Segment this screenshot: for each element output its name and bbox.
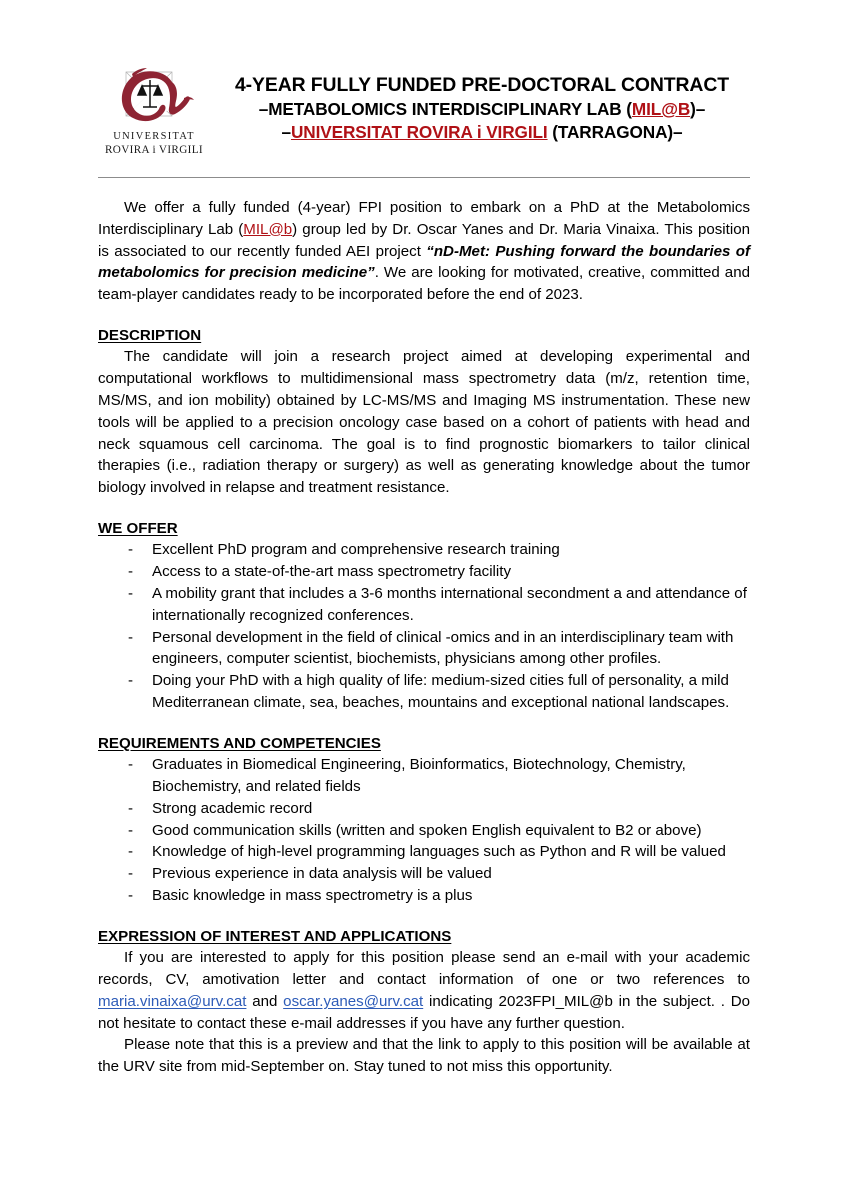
list-item-text: Basic knowledge in mass spectrometry is a plus (152, 886, 473, 904)
list-item-text: Doing your PhD with a high quality of life: medium-sized cities full of personality, a mild Mediterranean climate, sea, beaches, mountains and exceptional national landscapes. (152, 672, 730, 711)
list-item (98, 561, 750, 583)
urv-wordmark-universitat: UNIVERSITAT (113, 131, 195, 142)
requirements-heading-row (98, 733, 750, 754)
title-lab-suffix: )– (690, 99, 706, 119)
title-univ-prefix: – (281, 122, 291, 143)
requirements-list (98, 754, 750, 907)
intro-text-2: ) group led by Dr. Oscar Yanes and Dr. Maria Vinaixa. This position is associated to our recently funded AEI project (98, 220, 750, 260)
section-heading-requirements: REQUIREMENTS AND COMPETENCIES (98, 734, 381, 752)
document-title-block (210, 62, 750, 144)
title-line-contract: 4-YEAR FULLY FUNDED PRE-DOCTORAL CONTRACT (235, 74, 729, 96)
list-item-text: Excellent PhD program and comprehensive research training (152, 541, 560, 559)
dash-bullet: - (128, 628, 134, 646)
milab-link[interactable]: MIL@B (631, 99, 691, 119)
list-item (98, 885, 750, 907)
we-offer-list (98, 539, 750, 713)
header-divider (98, 177, 750, 178)
urv-logo-block (98, 62, 210, 156)
title-lab-prefix: –METABOLOMICS INTERDISCIPLINARY LAB ( (258, 99, 632, 119)
list-item-text: Knowledge of high-level programming languages such as Python and R will be valued (152, 843, 726, 861)
expression-text-1: If you are interested to apply for this position please send an e-mail with your academic records, CV, amotivation letter and contact information of one or two references to (98, 949, 750, 988)
intro-paragraph (98, 197, 750, 306)
dash-bullet: - (128, 886, 134, 904)
list-item-text: Personal development in the field of clinical -omics and in an interdisciplinary team with engineers, computer scientist, biochemists, physicians among other profiles. (152, 628, 734, 668)
dash-bullet: - (128, 541, 134, 559)
project-title: “nD-Met: Pushing forward the boundaries of metabolomics for precision medicine” (98, 242, 750, 282)
dash-bullet: - (128, 563, 134, 581)
list-item (98, 863, 750, 885)
email-link-maria[interactable]: maria.vinaixa@urv.cat (98, 992, 247, 1010)
list-item (98, 539, 750, 561)
expression-text-2: indicating 2023FPI_MIL@b in the subject. . Do not hesitate to contact these e-mail addresses if you have any further question. (98, 992, 750, 1032)
list-item-text: A mobility grant that includes a 3-6 months international secondment a and attendance of internationally recognized conferences. (152, 585, 747, 624)
list-item (98, 820, 750, 842)
document-body (98, 197, 750, 1078)
document-header (98, 0, 750, 156)
expression-paragraph-1 (98, 947, 750, 1034)
milb-inline-link[interactable]: MIL@b (243, 220, 293, 238)
we-offer-heading-row (98, 518, 750, 539)
document-content (98, 0, 750, 1078)
expression-heading-row (98, 926, 750, 947)
intro-text-3: . We are looking for motivated, creative, committed and team-player candidates ready to be incorporated before the end of 2023. (98, 264, 750, 304)
expression-paragraph-2: Please note that this is a preview and that the link to apply to this position will be available at the URV site from mid-September on. Stay tuned to not miss this opportunity. (98, 1036, 750, 1076)
list-item-text: Strong academic record (152, 799, 313, 817)
email-link-oscar[interactable]: oscar.yanes@urv.cat (283, 992, 424, 1010)
list-item-text: Graduates in Biomedical Engineering, Bioinformatics, Biotechnology, Chemistry, Biochemistry, and related fields (152, 756, 686, 795)
list-item-text: Access to a state-of-the-art mass spectrometry facility (152, 563, 512, 581)
title-line-university (214, 121, 750, 144)
section-heading-we-offer: WE OFFER (98, 519, 178, 537)
list-item (98, 670, 750, 714)
expression-text-and: and (246, 992, 284, 1010)
description-paragraph: The candidate will join a research project aimed at developing experimental and computational workflows to multidimensional mass spectrometry data (m/z, retention time, MS/MS, and ion mobility) obtained by LC-MS/MS and Imaging MS instrumentation. These new tools will be applied to a precision oncology case based on a cohort of patients with head and neck squamous cell carcinoma. The goal is to find prognostic biomarkers to tailor clinical therapies (i.e., radiation therapy or surgery) as well as generating knowledge about the tumor biology involved in relapse and treatment resistance. (98, 348, 750, 497)
dash-bullet: - (128, 843, 134, 861)
list-item-text: Good communication skills (written and spoken English equivalent to B2 or above) (152, 821, 702, 839)
description-heading-row (98, 325, 750, 346)
dash-bullet: - (128, 865, 134, 883)
dash-bullet: - (128, 799, 134, 817)
dash-bullet: - (128, 672, 134, 690)
list-item (98, 583, 750, 627)
dash-bullet: - (128, 585, 134, 602)
title-univ-suffix: (TARRAGONA)– (547, 122, 683, 143)
list-item-text: Previous experience in data analysis will be valued (152, 865, 492, 883)
list-item (98, 754, 750, 798)
urv-wordmark-rovira-i-virgili: ROVIRA i VIRGILI (105, 144, 203, 156)
list-item (98, 627, 750, 671)
urv-link[interactable]: UNIVERSITAT ROVIRA i VIRGILI (290, 122, 548, 143)
title-line-lab (214, 98, 750, 121)
intro-text-1: We offer a fully funded (4-year) FPI position to embark on a PhD at the Metabolomics Interdisciplinary Lab ( (98, 199, 750, 238)
dash-bullet: - (128, 821, 134, 839)
section-heading-expression: EXPRESSION OF INTEREST AND APPLICATIONS (98, 927, 452, 945)
urv-at-symbol-logo (112, 64, 196, 126)
dash-bullet: - (128, 756, 134, 774)
list-item (98, 841, 750, 863)
section-heading-description: DESCRIPTION (98, 326, 202, 344)
list-item (98, 798, 750, 820)
